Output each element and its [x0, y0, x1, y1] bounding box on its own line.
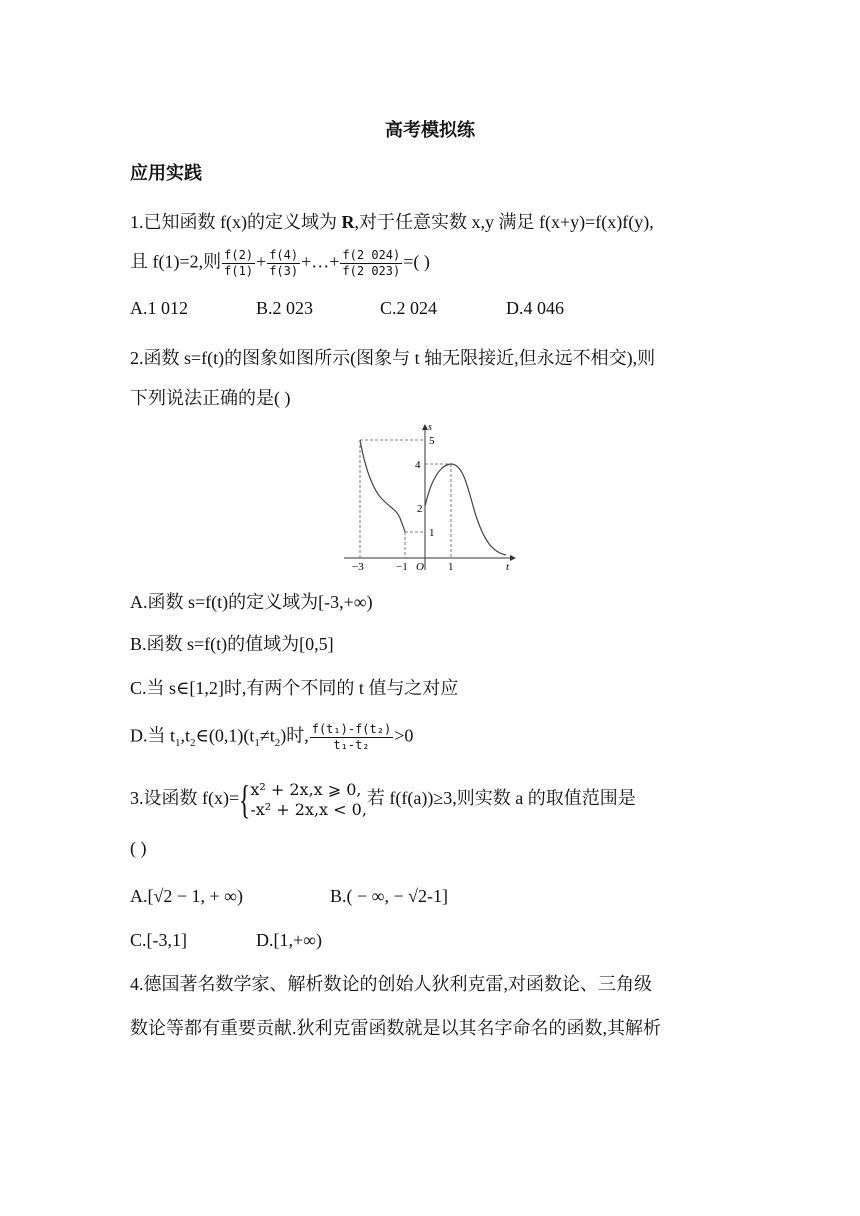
- q3-option-a: A.[√2 − 1, + ∞): [130, 886, 244, 906]
- section-heading: 应用实践: [130, 163, 202, 184]
- q3-option-b: B.( − ∞, − √2-1]: [330, 886, 449, 906]
- x-tick-1: 1: [448, 561, 454, 572]
- q1-option-c: C.2 024: [380, 298, 438, 318]
- q2-option-a: A.函数 s=f(t)的定义域为[-3,+∞): [130, 592, 373, 612]
- q1-option-a: A.1 012: [130, 298, 188, 318]
- q2-option-b: B.函数 s=f(t)的值域为[0,5]: [130, 634, 334, 654]
- t-axis-arrow-icon: [510, 555, 516, 561]
- fraction-f2024-f2023: $\frac{f(2 024)}{f(2 023)}$: [342, 248, 401, 278]
- piecewise-cases: [250, 780, 367, 820]
- q3-option-d: D.[1,+∞): [256, 930, 322, 950]
- s-axis-label: s: [428, 422, 432, 433]
- y-tick-4: 4: [415, 459, 421, 471]
- page-title: 高考模拟练: [385, 120, 475, 141]
- q1-option-d: D.4 046: [506, 298, 564, 318]
- x-tick-neg1: −1: [396, 561, 408, 572]
- y-tick-1: 1: [429, 527, 435, 539]
- q4-line2: 数论等都有重要贡献.狄利克雷函数就是以其名字命名的函数,其解析: [130, 1018, 661, 1038]
- q3-options-row1: [130, 884, 448, 908]
- origin-label: O: [416, 561, 424, 572]
- q2-line1: 2.函数 s=f(t)的图象如图所示(图象与 t 轴无限接近,但永远不相交),则: [130, 348, 656, 368]
- q1-line2: 且 f(1)=2,则 $\frac{f(2)}{f(1)}$ + $\frac{f(4)}{f(3)}$ +…+ $\frac{f(2 024)}{f(2 023)}$ =( ): [130, 248, 430, 278]
- q3-option-c: C.[-3,1]: [130, 930, 187, 950]
- y-tick-2: 2: [417, 503, 423, 515]
- brace-icon: {: [238, 777, 251, 822]
- q4-line1: 4.德国著名数学家、解析数论的创始人狄利克雷,对函数论、三角级: [130, 974, 652, 994]
- q2-line2: 下列说法正确的是( ): [130, 388, 291, 408]
- real-set-symbol: R: [341, 212, 355, 232]
- q1-option-b: B.2 023: [256, 298, 314, 318]
- q1-options: [130, 296, 564, 320]
- q2-option-d: D.当 $t_1,t_2\in(0,1)(t_1\ne t_2)$时, $\frac{\text{f(t₁)-f(t₂)}}{\text{t₁-t₂}}$ >0: [130, 722, 414, 752]
- q3-answer-paren: ( ): [130, 838, 147, 858]
- case-negative: -x² + 2x,x < 0,: [250, 800, 367, 819]
- curve-left: [360, 440, 405, 532]
- q2-option-c: C.当 s∈[1,2]时,有两个不同的 t 值与之对应: [130, 678, 459, 698]
- x-tick-neg3: −3: [352, 561, 364, 572]
- function-graph: [340, 420, 520, 572]
- curve-right: [425, 464, 506, 555]
- t-axis-label: t: [506, 561, 510, 572]
- fraction-f2-f1: $\frac{f(2)}{f(1)}$: [224, 248, 254, 278]
- difference-quotient-fraction: $\frac{\text{f(t₁)-f(t₂)}}{\text{t₁-t₂}}$: [311, 722, 392, 752]
- q3-options-row2: [130, 928, 322, 952]
- fraction-f4-f3: $\frac{f(4)}{f(3)}$: [269, 248, 299, 278]
- q1-line1: 1.已知函数 f(x)的定义域为 R,对于任意实数 x,y 满足 f(x+y)=f(x)f(y),: [130, 212, 654, 232]
- case-nonnegative: x² + 2x,x ⩾ 0,: [250, 780, 362, 799]
- y-tick-5: 5: [429, 435, 435, 447]
- q3-line1: 3.设函数 f(x)={ x² + 2x,x ⩾ 0, -x² + 2x,x < 0, 若 f(f(a))≥3,则实数 a 的取值范围是: [130, 777, 636, 822]
